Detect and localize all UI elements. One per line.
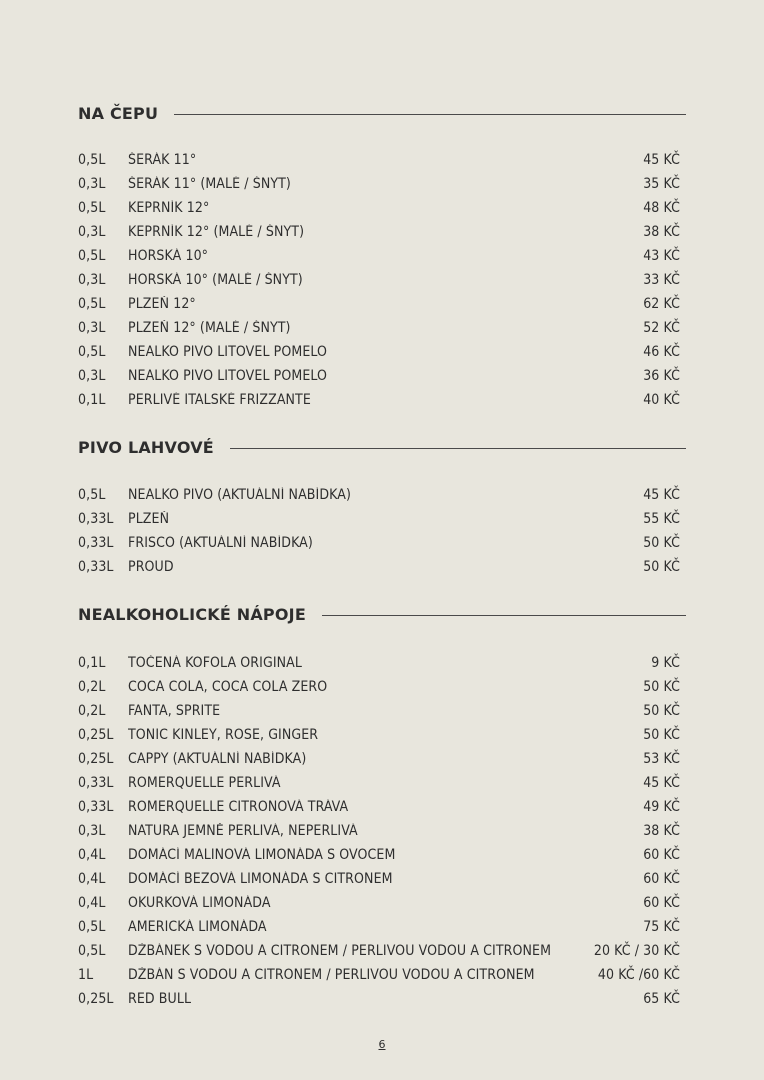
item-name: RÖMERQUELLE CITRONOVÁ TRÁVA <box>128 799 349 815</box>
section-list-nealkoholicke-napoje <box>78 651 680 1011</box>
menu-item <box>78 699 680 723</box>
item-name: NEALKO PIVO (AKTUÁLNÍ NABÍDKA) <box>128 487 351 503</box>
item-name: PERLIVÉ ITALSKÉ FRIZZANTE <box>128 392 311 408</box>
item-name: DŽBÁN S VODOU A CITRONEM / PERLIVOU VODOU A CITRONEM <box>128 967 535 983</box>
menu-item <box>78 795 680 819</box>
item-name: PLZEŇ 12° <box>128 296 196 312</box>
item-name: NATURA JEMNĚ PERLIVÁ, NEPERLIVÁ <box>128 823 358 839</box>
item-name: HORSKÁ 10° (MALÉ / ŠNYT) <box>128 272 303 288</box>
item-price: 49 KČ <box>643 799 680 815</box>
item-price: 38 KČ <box>643 224 680 240</box>
item-volume: 0,4L <box>78 895 106 911</box>
section-divider <box>230 448 686 449</box>
item-volume: 0,5L <box>78 152 106 168</box>
item-volume: 0,5L <box>78 296 106 312</box>
item-price: 35 KČ <box>643 176 680 192</box>
menu-item <box>78 651 680 675</box>
item-price: 45 KČ <box>643 487 680 503</box>
section-title: PIVO LAHVOVÉ <box>78 437 214 457</box>
menu-item <box>78 244 680 268</box>
menu-item <box>78 843 680 867</box>
item-price: 65 KČ <box>643 991 680 1007</box>
section-header-pivo-lahvove <box>78 436 686 458</box>
item-name: PLZEŇ 12° (MALÉ / ŠNYT) <box>128 320 291 336</box>
item-price: 45 KČ <box>643 152 680 168</box>
item-volume: 1L <box>78 967 94 983</box>
item-volume: 0,5L <box>78 943 106 959</box>
item-volume: 0,2L <box>78 679 106 695</box>
item-volume: 0,5L <box>78 919 106 935</box>
item-price: 75 KČ <box>643 919 680 935</box>
menu-item <box>78 340 680 364</box>
item-price: 50 KČ <box>643 535 680 551</box>
menu-item <box>78 172 680 196</box>
menu-item <box>78 388 680 412</box>
item-name: OKURKOVÁ LIMONÁDA <box>128 895 271 911</box>
item-price: 20 KČ / 30 KČ <box>593 943 680 959</box>
item-volume: 0,25L <box>78 991 114 1007</box>
menu-item <box>78 507 680 531</box>
menu-item <box>78 148 680 172</box>
item-name: KEPRNÍK 12° (MALÉ / ŠNYT) <box>128 224 305 240</box>
item-name: FANTA, SPRITE <box>128 703 221 719</box>
item-volume: 0,5L <box>78 344 106 360</box>
menu-item <box>78 292 680 316</box>
item-price: 50 KČ <box>643 559 680 575</box>
menu-item <box>78 939 680 963</box>
item-name: CAPPY (AKTUÁLNÍ NABÍDKA) <box>128 751 307 767</box>
menu-item <box>78 747 680 771</box>
item-price: 45 KČ <box>643 775 680 791</box>
item-volume: 0,25L <box>78 751 114 767</box>
item-name: PLZEŇ <box>128 511 170 527</box>
menu-item <box>78 483 680 507</box>
item-price: 48 KČ <box>643 200 680 216</box>
item-name: TOČENÁ KOFOLA ORIGINAL <box>128 655 302 671</box>
section-header-na-cepu <box>78 102 686 124</box>
item-name: RED BULL <box>128 991 192 1007</box>
menu-item <box>78 963 680 987</box>
menu-item <box>78 915 680 939</box>
item-price: 50 KČ <box>643 727 680 743</box>
item-name: NEALKO PIVO LITOVEL POMELO <box>128 368 328 384</box>
item-name: DŽBÁNEK S VODOU A CITRONEM / PERLIVOU VODOU A CITRONEM <box>128 943 552 959</box>
item-name: KEPRNÍK 12° <box>128 200 210 216</box>
section-list-pivo-lahvove <box>78 483 680 579</box>
item-name: NEALKO PIVO LITOVEL POMELO <box>128 344 328 360</box>
item-volume: 0,5L <box>78 487 106 503</box>
item-price: 40 KČ /60 KČ <box>597 967 680 983</box>
section-divider <box>322 615 686 616</box>
menu-item <box>78 196 680 220</box>
section-divider <box>174 114 686 115</box>
item-name: TONIC KINLEY, ROSE, GINGER <box>128 727 319 743</box>
item-volume: 0,33L <box>78 511 114 527</box>
item-volume: 0,33L <box>78 535 114 551</box>
section-title: NEALKOHOLICKÉ NÁPOJE <box>78 604 306 624</box>
menu-item <box>78 364 680 388</box>
menu-item <box>78 675 680 699</box>
menu-item <box>78 316 680 340</box>
item-price: 43 KČ <box>643 248 680 264</box>
menu-item <box>78 771 680 795</box>
section-list-na-cepu <box>78 148 680 412</box>
item-volume: 0,3L <box>78 272 106 288</box>
item-price: 60 KČ <box>643 871 680 887</box>
item-name: DOMÁCÍ MALINOVÁ LIMONÁDA S OVOCEM <box>128 847 396 863</box>
item-volume: 0,33L <box>78 775 114 791</box>
item-name: AMERICKÁ LIMONÁDA <box>128 919 267 935</box>
item-volume: 0,33L <box>78 559 114 575</box>
item-name: ŠERÁK 11° <box>128 152 197 168</box>
section-header-nealkoholicke-napoje <box>78 603 686 625</box>
item-price: 62 KČ <box>643 296 680 312</box>
item-volume: 0,1L <box>78 392 106 408</box>
item-volume: 0,3L <box>78 368 106 384</box>
section-title: NA ČEPU <box>78 103 159 123</box>
item-volume: 0,1L <box>78 655 106 671</box>
item-volume: 0,33L <box>78 799 114 815</box>
item-price: 60 KČ <box>643 847 680 863</box>
item-name: RÖMERQUELLE PERLIVÁ <box>128 775 281 791</box>
item-volume: 0,3L <box>78 176 106 192</box>
item-volume: 0,3L <box>78 320 106 336</box>
menu-item <box>78 555 680 579</box>
item-name: PROUD <box>128 559 174 575</box>
item-volume: 0,3L <box>78 224 106 240</box>
menu-item <box>78 867 680 891</box>
item-name: COCA COLA, COCA COLA ZERO <box>128 679 328 695</box>
item-name: DOMÁCÍ BEZOVÁ LIMONÁDA S CITRONEM <box>128 871 393 887</box>
menu-item <box>78 220 680 244</box>
item-price: 52 KČ <box>643 320 680 336</box>
menu-item <box>78 987 680 1011</box>
menu-item <box>78 891 680 915</box>
page-number: 6 <box>378 1038 386 1051</box>
item-volume: 0,2L <box>78 703 106 719</box>
menu-item <box>78 723 680 747</box>
item-name: ŠERÁK 11° (MALÉ / ŠNYT) <box>128 176 291 192</box>
item-price: 40 KČ <box>643 392 680 408</box>
item-name: HORSKÁ 10° <box>128 248 209 264</box>
item-price: 33 KČ <box>643 272 680 288</box>
item-volume: 0,3L <box>78 823 106 839</box>
item-price: 9 KČ <box>651 655 680 671</box>
item-price: 50 KČ <box>643 703 680 719</box>
item-volume: 0,5L <box>78 200 106 216</box>
item-price: 53 KČ <box>643 751 680 767</box>
item-price: 50 KČ <box>643 679 680 695</box>
item-price: 38 KČ <box>643 823 680 839</box>
menu-item <box>78 819 680 843</box>
item-volume: 0,4L <box>78 847 106 863</box>
item-price: 46 KČ <box>643 344 680 360</box>
item-name: FRISCO (AKTUÁLNÍ NABÍDKA) <box>128 535 313 551</box>
menu-item <box>78 268 680 292</box>
item-volume: 0,5L <box>78 248 106 264</box>
item-price: 60 KČ <box>643 895 680 911</box>
item-volume: 0,4L <box>78 871 106 887</box>
item-price: 55 KČ <box>643 511 680 527</box>
item-volume: 0,25L <box>78 727 114 743</box>
menu-item <box>78 531 680 555</box>
item-price: 36 KČ <box>643 368 680 384</box>
